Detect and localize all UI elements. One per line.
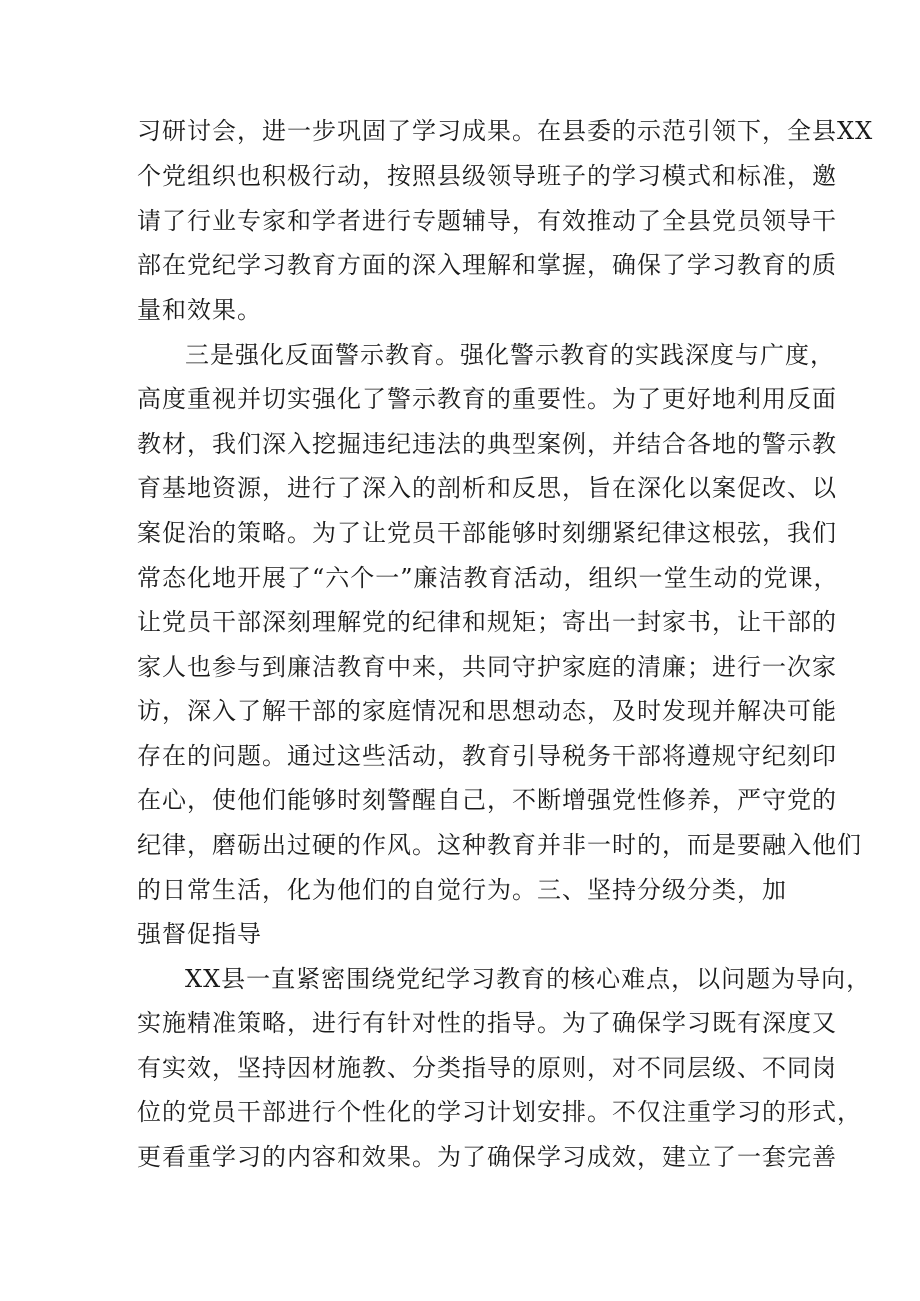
paragraph-line-23: 位的党员干部进行个性化的学习计划安排。不仅注重学习的形式， <box>137 1098 862 1126</box>
paragraph-line-4: 部在党纪学习教育方面的深入理解和掌握，确保了学习教育的质 <box>137 251 837 279</box>
paragraph-line-11: 常态化地开展了“六个一”廉洁教育活动，组织一堂生动的党课， <box>137 564 839 592</box>
paragraph-line-14: 访，深入了解干部的家庭情况和思想动态，及时发现并解决可能 <box>137 697 837 725</box>
paragraph-line-12: 让党员干部深刻理解党的纪律和规矩；寄出一封家书，让干部的 <box>137 608 837 636</box>
paragraph-line-15: 存在的问题。通过这些活动，教育引导税务干部将遵规守纪刻印 <box>137 742 837 770</box>
paragraph-line-20: XX县一直紧密围绕党纪学习教育的核心难点，以问题为导向， <box>185 965 872 993</box>
paragraph-line-8: 教材，我们深入挖掘违纪违法的典型案例，并结合各地的警示教 <box>137 430 837 458</box>
paragraph-line-22: 有实效，坚持因材施教、分类指导的原则，对不同层级、不同岗 <box>137 1054 837 1082</box>
paragraph-line-16: 在心，使他们能够时刻警醒自己，不断增强党性修养，严守党的 <box>137 786 837 814</box>
section-3-heading-line: 三是强化反面警示教育。强化警示教育的实践深度与广度， <box>185 341 835 369</box>
paragraph-line-18: 的日常生活，化为他们的自觉行为。三、坚持分级分类，加 <box>137 876 787 904</box>
paragraph-line-1: 习研讨会，进一步巩固了学习成果。在县委的示范引领下，全县XX <box>137 117 874 145</box>
paragraph-line-7: 高度重视并切实强化了警示教育的重要性。为了更好地利用反面 <box>137 385 837 413</box>
paragraph-line-10: 案促治的策略。为了让党员干部能够时刻绷紧纪律这根弦，我们 <box>137 519 837 547</box>
paragraph-line-2: 个党组织也积极行动，按照县级领导班子的学习模式和标准，邀 <box>137 162 837 190</box>
paragraph-line-17: 纪律，磨砺出过硬的作风。这种教育并非一时的，而是要融入他们 <box>137 831 862 859</box>
paragraph-line-24: 更看重学习的内容和效果。为了确保学习成效，建立了一套完善 <box>137 1143 837 1171</box>
paragraph-line-21: 实施精准策略，进行有针对性的指导。为了确保学习既有深度又 <box>137 1009 837 1037</box>
paragraph-line-3: 请了行业专家和学者进行专题辅导，有效推动了全县党员领导干 <box>137 207 837 235</box>
paragraph-line-13: 家人也参与到廉洁教育中来，共同守护家庭的清廉；进行一次家 <box>137 653 837 681</box>
paragraph-line-5: 量和效果。 <box>137 296 262 324</box>
paragraph-line-9: 育基地资源，进行了深入的剖析和反思，旨在深化以案促改、以 <box>137 474 837 502</box>
section-heading-guidance: 强督促指导 <box>137 920 262 948</box>
